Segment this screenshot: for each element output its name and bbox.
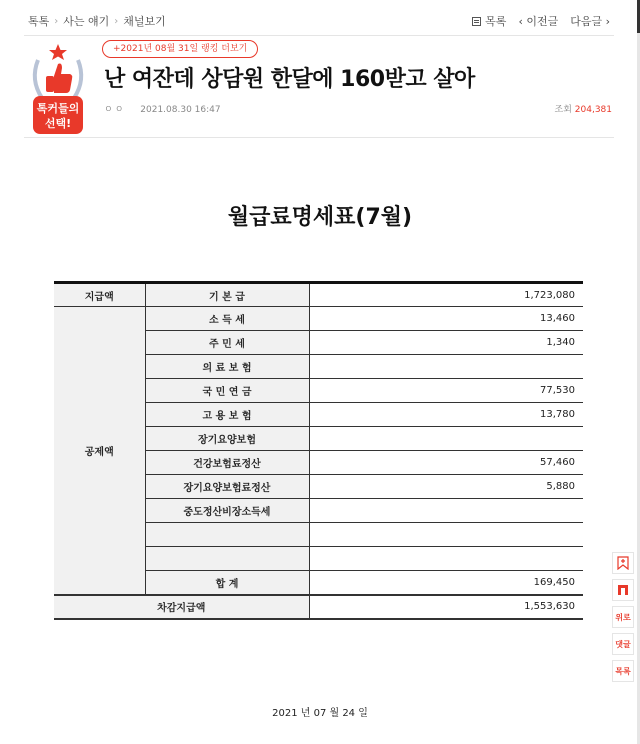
deduction-item: 소 득 세 [145, 307, 309, 331]
views-number: 204,381 [574, 105, 612, 115]
deduction-value: 57,460 [309, 451, 583, 475]
payslip-date: 2021 년 07 월 24 일 [272, 708, 368, 719]
post-meta [104, 102, 221, 115]
deduction-item: 장기요양보험 [145, 427, 309, 451]
list-side-button[interactable]: 목록 [612, 660, 634, 682]
net-pay-value: 1,553,630 [309, 595, 583, 619]
payment-item: 기 본 급 [145, 283, 309, 307]
bookmark-button[interactable] [612, 552, 634, 574]
next-post-button[interactable]: 다음글 › [570, 15, 610, 28]
payslip-table [54, 281, 583, 620]
table-row [54, 307, 583, 331]
post-header [24, 36, 614, 138]
deduction-value: 5,880 [309, 475, 583, 499]
bookmark-icon [617, 556, 629, 570]
views-label: 조회 [554, 105, 572, 115]
post-navigation [472, 13, 610, 29]
net-pay-label: 차감지급액 [54, 595, 309, 619]
deduction-category: 공제액 [54, 307, 145, 595]
deduction-item [145, 523, 309, 547]
svg-text:톡커들의: 톡커들의 [36, 102, 80, 115]
post-datetime: 2021.08.30 16:47 [140, 105, 221, 115]
prev-post-button[interactable]: ‹ 이전글 [518, 15, 559, 28]
deduction-total-value: 169,450 [309, 571, 583, 595]
naver-n-icon [617, 584, 629, 596]
deduction-value [309, 427, 583, 451]
view-count [555, 102, 612, 115]
deduction-value [309, 355, 583, 379]
list-button[interactable]: 목록 [472, 13, 506, 29]
chevron-right-icon: › [54, 15, 59, 27]
breadcrumb-item-toktok[interactable]: 톡톡 [28, 15, 50, 28]
svg-text:선택!: 선택! [44, 117, 72, 130]
payment-value: 1,723,080 [309, 283, 583, 307]
deduction-value [309, 547, 583, 571]
deduction-value: 77,530 [309, 379, 583, 403]
deduction-value: 13,780 [309, 403, 583, 427]
breadcrumb [28, 13, 166, 29]
naver-button[interactable] [612, 579, 634, 601]
deduction-item: 의 료 보 험 [145, 355, 309, 379]
list-icon [472, 17, 481, 26]
deduction-item: 주 민 세 [145, 331, 309, 355]
deduction-item: 국 민 연 금 [145, 379, 309, 403]
deduction-item: 중도정산비장소득세 [145, 499, 309, 523]
thumbs-up-laurel-icon [26, 40, 90, 136]
payment-category: 지급액 [54, 283, 145, 307]
talkers-choice-badge [26, 40, 90, 136]
deduction-value: 1,340 [309, 331, 583, 355]
top-navigation [24, 0, 614, 36]
table-row [54, 595, 583, 619]
deduction-total-label: 합 계 [145, 571, 309, 595]
breadcrumb-item-channel[interactable]: 채널보기 [123, 15, 166, 28]
deduction-value [309, 499, 583, 523]
deduction-item: 고 용 보 험 [145, 403, 309, 427]
side-toolbar [612, 552, 634, 682]
post-author: ㅇㅇ [104, 105, 126, 115]
deduction-item: 건강보험료정산 [145, 451, 309, 475]
deduction-value [309, 523, 583, 547]
payslip-title: 월급료명세표(7월) [227, 205, 413, 230]
table-row [54, 283, 583, 307]
breadcrumb-item-life[interactable]: 사는 얘기 [63, 15, 110, 28]
deduction-item: 장기요양보험료정산 [145, 475, 309, 499]
comments-button[interactable]: 댓글 [612, 633, 634, 655]
deduction-value: 13,460 [309, 307, 583, 331]
ranking-more-link[interactable]: +2021년 08월 31일 랭킹 더보기 [102, 40, 258, 58]
scroll-top-button[interactable]: 위로 [612, 606, 634, 628]
deduction-item [145, 547, 309, 571]
chevron-right-icon: › [114, 15, 119, 27]
post-title: 난 여잔데 상담원 한달에 160받고 살아 [104, 67, 475, 92]
